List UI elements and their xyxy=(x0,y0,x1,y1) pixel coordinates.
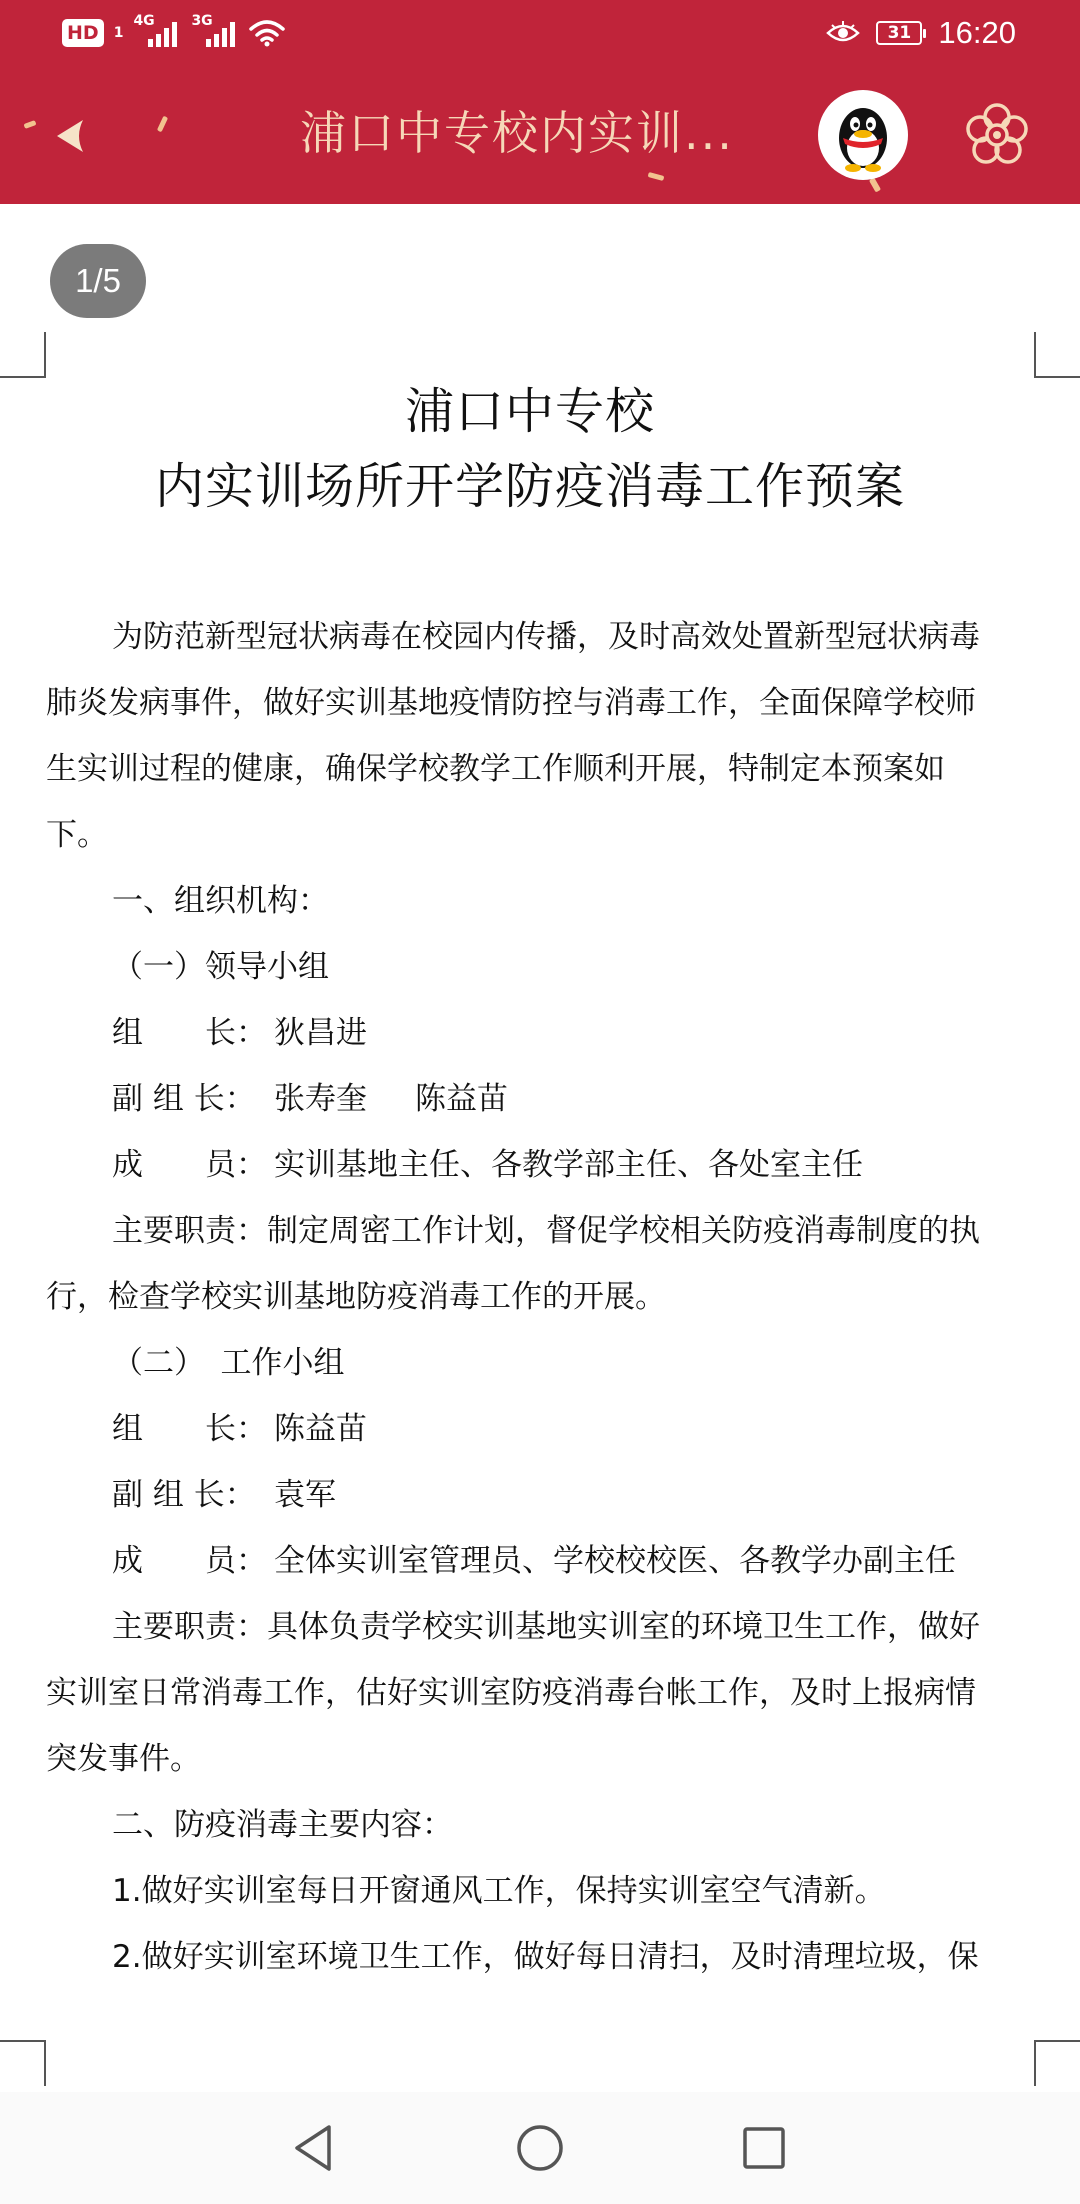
title-bar xyxy=(0,66,1080,204)
nav-home-button[interactable] xyxy=(510,2118,570,2178)
paragraph-line: 2.做好实训室环境卫生工作，做好每日清扫，及时清理垃圾，保 xyxy=(112,1939,979,1975)
leader-name: 陈益苗 xyxy=(274,1411,367,1447)
sim-indicator: 1 xyxy=(113,25,124,41)
back-button[interactable] xyxy=(40,106,100,166)
signal-2 xyxy=(191,13,239,49)
paragraph-line: 主要职责：具体负责学校实训基地实训室的环境卫生工作，做好 xyxy=(112,1609,980,1645)
leader-label: 组 长： xyxy=(112,1015,267,1051)
work-group-members-row xyxy=(46,1528,1014,1594)
paragraph-line: 下。 xyxy=(46,817,108,853)
deputy-name: 陈益苗 xyxy=(415,1081,508,1117)
flower-icon xyxy=(962,100,1032,170)
page-corner-mark xyxy=(0,2040,46,2086)
paragraph-line: 1.做好实训室每日开窗通风工作，保持实训室空气清新。 xyxy=(112,1873,886,1909)
app-header xyxy=(0,0,1080,204)
document-viewer[interactable] xyxy=(0,204,1080,2092)
battery-indicator: 31 xyxy=(876,21,922,45)
navigation-bar xyxy=(0,2092,1080,2204)
page-corner-mark xyxy=(1034,2040,1080,2086)
status-bar xyxy=(0,0,1080,66)
subsection-heading: （一）领导小组 xyxy=(112,949,329,985)
leader-name: 狄昌进 xyxy=(274,1015,367,1051)
section-heading: 二、防疫消毒主要内容： xyxy=(112,1807,453,1843)
document-page xyxy=(46,374,1014,1990)
nav-home-icon xyxy=(515,2123,565,2173)
page-corner-mark xyxy=(0,332,46,378)
heading-line-2: 内实训场所开学防疫消毒工作预案 xyxy=(154,458,905,515)
deputy-name: 袁军 xyxy=(274,1477,336,1513)
nav-recents-button[interactable] xyxy=(734,2118,794,2178)
paragraph-line: 主要职责：制定周密工作计划，督促学校相关防疫消毒制度的执 xyxy=(112,1213,980,1249)
signal-2-label: 3G xyxy=(191,13,213,29)
subsection-heading: （二） 工作小组 xyxy=(112,1345,345,1381)
section-heading: 一、组织机构： xyxy=(112,883,329,919)
signal-1 xyxy=(133,13,181,49)
back-arrow-icon xyxy=(53,118,87,154)
members-label: 成 员： xyxy=(112,1147,267,1183)
hd-badge: HD xyxy=(62,19,104,47)
paragraph-line: 生实训过程的健康，确保学校教学工作顺利开展，特制定本预案如 xyxy=(46,751,945,787)
menu-button[interactable] xyxy=(962,100,1032,170)
status-clock: 16:20 xyxy=(938,15,1016,50)
leading-group-deputy-row xyxy=(46,1066,1014,1132)
members-list: 实训基地主任、各教学部主任、各处室主任 xyxy=(274,1147,863,1183)
paragraph-line: 为防范新型冠状病毒在校园内传播，及时高效处置新型冠状病毒 xyxy=(112,619,980,655)
qq-avatar[interactable] xyxy=(818,90,908,180)
signal-1-label: 4G xyxy=(133,13,155,29)
document-body xyxy=(46,604,1014,1990)
nav-back-button[interactable] xyxy=(284,2118,344,2178)
qq-penguin-icon xyxy=(818,90,908,180)
document-title: 浦口中专校内实训... xyxy=(300,106,734,160)
nav-back-icon xyxy=(291,2123,337,2173)
signal-bars-icon xyxy=(147,21,181,47)
leading-group-leader-row xyxy=(46,1000,1014,1066)
document-heading xyxy=(46,374,1014,524)
paragraph-line: 行，检查学校实训基地防疫消毒工作的开展。 xyxy=(46,1279,666,1315)
leading-group-members-row xyxy=(46,1132,1014,1198)
leader-label: 组 长： xyxy=(112,1411,267,1447)
work-group-leader-row xyxy=(46,1396,1014,1462)
deputy-name: 张寿奎 xyxy=(274,1081,367,1117)
work-group-deputy-row xyxy=(46,1462,1014,1528)
deputy-label: 副 组 长： xyxy=(112,1477,256,1513)
signal-bars-icon xyxy=(205,21,239,47)
paragraph-line: 肺炎发病事件，做好实训基地疫情防控与消毒工作，全面保障学校师 xyxy=(46,685,976,721)
status-left xyxy=(62,13,285,50)
page-indicator: 1/5 xyxy=(50,244,146,318)
heading-line-1: 浦口中专校 xyxy=(404,383,655,440)
eye-comfort-icon xyxy=(826,21,860,45)
members-list: 全体实训室管理员、学校校校医、各教学办副主任 xyxy=(274,1543,956,1579)
wifi-icon xyxy=(249,19,285,47)
deputy-label: 副 组 长： xyxy=(112,1081,256,1117)
members-label: 成 员： xyxy=(112,1543,267,1579)
nav-recents-icon xyxy=(741,2125,787,2171)
paragraph-line: 实训室日常消毒工作，估好实训室防疫消毒台帐工作，及时上报病情 xyxy=(46,1675,976,1711)
paragraph-line: 突发事件。 xyxy=(46,1741,201,1777)
page-corner-mark xyxy=(1034,332,1080,378)
status-right xyxy=(826,14,1016,52)
